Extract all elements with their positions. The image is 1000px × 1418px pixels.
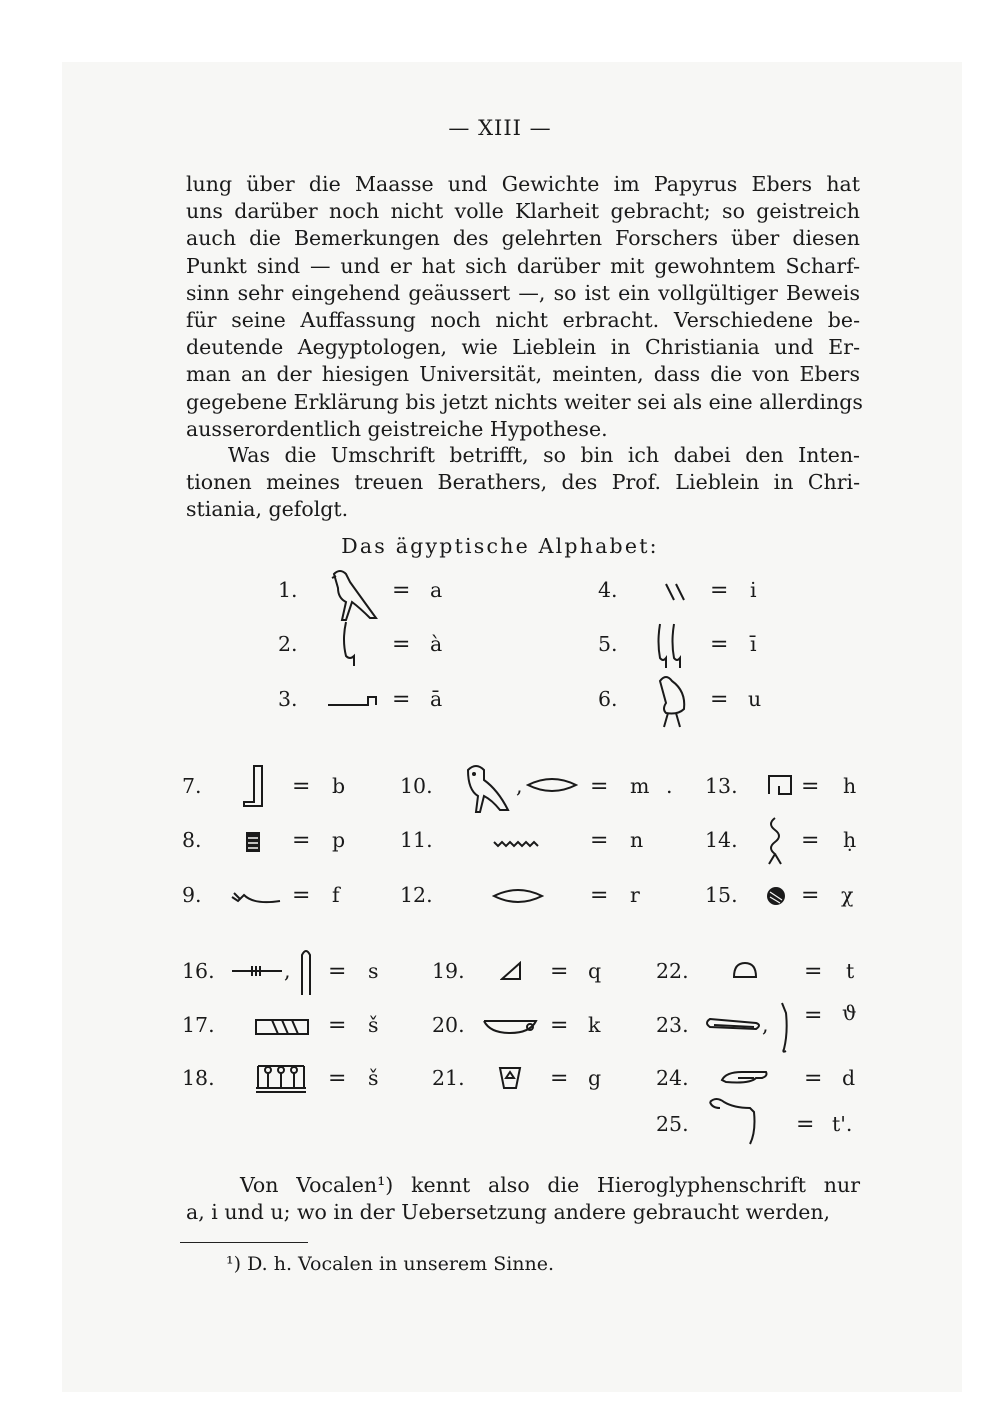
text-line: lung über die Maasse und Gewichte im Papyrus Ebers hat	[186, 172, 860, 196]
equals-sign: =	[392, 632, 411, 657]
equals-sign: =	[801, 774, 820, 799]
alphabet-entry	[656, 1001, 882, 1051]
entry-number: 3.	[278, 687, 298, 711]
entry-number: 1.	[278, 578, 298, 602]
transliteration-value: k	[588, 1013, 601, 1037]
equals-sign: =	[328, 959, 347, 984]
text-line: stiania, gefolgt.	[186, 497, 349, 522]
transliteration-value: m	[630, 774, 650, 798]
text-line: a, i und u; wo in der Uebersetzung andere gebraucht werden,	[186, 1200, 831, 1225]
paragraph-3	[186, 1172, 860, 1226]
horned-viper-icon	[230, 889, 282, 907]
equals-sign: =	[550, 1066, 569, 1091]
text-line: man an der hiesigen Universität, meinten, dass die von Ebers	[186, 362, 860, 387]
entry-number: 9.	[182, 883, 202, 907]
entry-number: 19.	[432, 959, 465, 983]
alphabet-title: Das ägyptische Alphabet:	[341, 534, 659, 558]
equals-sign: =	[292, 774, 311, 799]
equals-sign: =	[804, 1066, 823, 1091]
alphabet-entry	[182, 871, 372, 921]
footnote-rule	[180, 1242, 308, 1243]
vulture-icon	[326, 568, 378, 622]
alphabet-entry	[705, 871, 881, 921]
reed-leaf-icon	[340, 620, 360, 668]
alphabet-entry	[432, 947, 628, 997]
transliteration-value: ḥ	[843, 828, 857, 852]
entry-number: 13.	[705, 774, 738, 798]
equals-sign: =	[292, 828, 311, 853]
equals-sign: =	[801, 828, 820, 853]
entry-number: 18.	[182, 1066, 215, 1090]
footnote-mark: ¹)	[226, 1253, 242, 1275]
entry-number: 10.	[400, 774, 433, 798]
equals-sign: =	[801, 883, 820, 908]
folded-cloth-icon	[298, 947, 314, 997]
transliteration-value: s	[368, 959, 379, 983]
transliteration-value: p	[332, 828, 346, 852]
alphabet-entry	[400, 762, 673, 812]
transliteration-value: ϑ	[842, 1001, 857, 1025]
transliteration-value: n	[630, 828, 644, 852]
reed-shelter-icon	[765, 770, 795, 798]
transliteration-value: à	[430, 632, 443, 656]
alphabet-entry	[182, 1001, 408, 1051]
equals-sign: =	[550, 1013, 569, 1038]
transliteration-value: t	[846, 959, 855, 983]
entry-number: 23.	[656, 1013, 689, 1037]
paragraph-1	[186, 171, 863, 443]
entry-number: 21.	[432, 1066, 465, 1090]
alphabet-entry	[182, 816, 372, 866]
alphabet-entry	[656, 1054, 882, 1104]
alphabet-entry	[598, 566, 790, 616]
placenta-icon	[765, 885, 787, 907]
transliteration-value: ī	[750, 632, 757, 656]
alphabet-entry	[182, 1054, 408, 1104]
text-line: uns darüber noch nicht volle Klarheit gebracht; so geistreich	[186, 199, 860, 224]
entry-number: 25.	[656, 1112, 689, 1136]
transliteration-value: q	[588, 959, 602, 983]
hill-slope-icon	[500, 961, 524, 981]
transliteration-value: a	[430, 578, 443, 602]
entry-number: 20.	[432, 1013, 465, 1037]
alphabet-entry	[705, 762, 883, 812]
alphabet-entry	[656, 1100, 872, 1150]
equals-sign: =	[590, 774, 609, 799]
entry-number: 6.	[598, 687, 618, 711]
bread-loaf-icon	[732, 961, 758, 979]
twisted-flax-icon	[765, 816, 785, 866]
entry-number: 24.	[656, 1066, 689, 1090]
transliteration-value: t'.	[832, 1112, 853, 1136]
text-line: Punkt sind — und er hat sich darüber mit gewohntem Scharf-	[186, 253, 860, 278]
entry-number: 22.	[656, 959, 689, 983]
equals-sign: =	[804, 1003, 823, 1028]
entry-number: 2.	[278, 632, 298, 656]
entry-number: 4.	[598, 578, 618, 602]
transliteration-value: d	[842, 1066, 856, 1090]
mouth-icon	[492, 887, 544, 905]
text-line: auch die Bemerkungen des gelehrten Forschers über diesen	[186, 226, 860, 251]
transliteration-value: ā	[430, 687, 443, 711]
transliteration-value: χ	[841, 883, 854, 907]
entry-number: 15.	[705, 883, 738, 907]
tethering-rope-icon	[706, 1013, 764, 1035]
alphabet-entry	[598, 620, 790, 670]
transliteration-value: i	[750, 578, 757, 602]
transliteration-value: š	[368, 1066, 379, 1090]
transliteration-value: r	[630, 883, 640, 907]
quail-chick-icon	[654, 673, 694, 729]
text-line: für seine Auffassung noch nicht erbracht. Verschiedene be-	[186, 308, 860, 333]
door-bolt-icon	[230, 963, 284, 979]
glyph-separator: ,	[284, 959, 291, 983]
transliteration-value: u	[748, 687, 762, 711]
text-line: deutende Aegyptologen, wie Lieblein in Christiania und Er-	[186, 335, 860, 360]
page-number: — XIII —	[448, 116, 552, 140]
equals-sign: =	[328, 1066, 347, 1091]
owl-icon	[462, 762, 512, 816]
cobra-icon	[706, 1096, 758, 1146]
equals-sign: =	[710, 578, 729, 603]
arm-icon	[326, 691, 382, 709]
alphabet-entry	[400, 816, 670, 866]
text-line: tionen meines treuen Berathers, des Prof. Lieblein in Chri-	[186, 470, 860, 495]
equals-sign: =	[710, 687, 729, 712]
transliteration-value: b	[332, 774, 346, 798]
equals-sign: =	[392, 578, 411, 603]
equals-sign: =	[804, 959, 823, 984]
alphabet-entry	[182, 947, 408, 997]
text-line: ausserordentlich geistreiche Hypothese.	[186, 416, 608, 441]
entry-number: 8.	[182, 828, 202, 852]
paragraph-2	[186, 442, 860, 524]
equals-sign: =	[710, 632, 729, 657]
entry-suffix: .	[666, 774, 673, 798]
water-ripple-icon	[492, 838, 544, 850]
alphabet-entry	[432, 1001, 628, 1051]
entry-number: 12.	[400, 883, 433, 907]
alphabet-entry	[182, 762, 372, 812]
foot-icon	[240, 762, 270, 812]
entry-number: 14.	[705, 828, 738, 852]
alphabet-entry	[705, 816, 883, 866]
alphabet-entry	[278, 566, 470, 616]
double-reed-icon	[656, 622, 686, 670]
text-line: gegebene Erklärung bis jetzt nichts weiter sei als eine allerdings	[186, 389, 863, 414]
lotus-pool-icon	[254, 1054, 308, 1094]
alphabet-entry	[278, 675, 470, 725]
equals-sign: =	[328, 1013, 347, 1038]
entry-number: 11.	[400, 828, 433, 852]
equals-sign: =	[590, 828, 609, 853]
alphabet-entry	[432, 1054, 628, 1104]
text-line: Was die Umschrift betrifft, so bin ich dabei den Inten-	[228, 443, 860, 467]
basket-icon	[482, 1015, 538, 1035]
equals-sign: =	[590, 883, 609, 908]
jar-stand-icon	[496, 1064, 524, 1090]
transliteration-value: f	[332, 883, 340, 907]
entry-number: 16.	[182, 959, 215, 983]
glyph-separator: ,	[762, 1013, 769, 1037]
footnote	[226, 1253, 554, 1275]
alphabet-entry	[278, 620, 470, 670]
entry-number: 7.	[182, 774, 202, 798]
equals-sign: =	[796, 1112, 815, 1137]
reed-stalk-icon	[778, 1001, 792, 1053]
equals-sign: =	[550, 959, 569, 984]
entry-number: 17.	[182, 1013, 215, 1037]
transliteration-value: g	[588, 1066, 602, 1090]
equals-sign: =	[392, 687, 411, 712]
alphabet-entry	[400, 871, 670, 921]
alphabet-entry	[656, 947, 886, 997]
double-stroke-icon	[662, 580, 688, 604]
mouth-icon	[526, 776, 578, 794]
hand-icon	[718, 1068, 770, 1086]
pool-icon	[254, 1017, 310, 1037]
stool-icon	[244, 830, 262, 854]
equals-sign: =	[292, 883, 311, 908]
text-line: Von Vocalen¹) kennt also die Hieroglyphenschrift nur	[240, 1173, 860, 1197]
entry-number: 5.	[598, 632, 618, 656]
text-line: sinn sehr eingehend geäussert —, so ist ein vollgültiger Beweis	[186, 280, 860, 305]
glyph-separator: ,	[516, 774, 523, 798]
alphabet-entry	[598, 675, 788, 725]
transliteration-value: h	[843, 774, 857, 798]
transliteration-value: š	[368, 1013, 379, 1037]
footnote-text: D. h. Vocalen in unserem Sinne.	[247, 1253, 555, 1275]
